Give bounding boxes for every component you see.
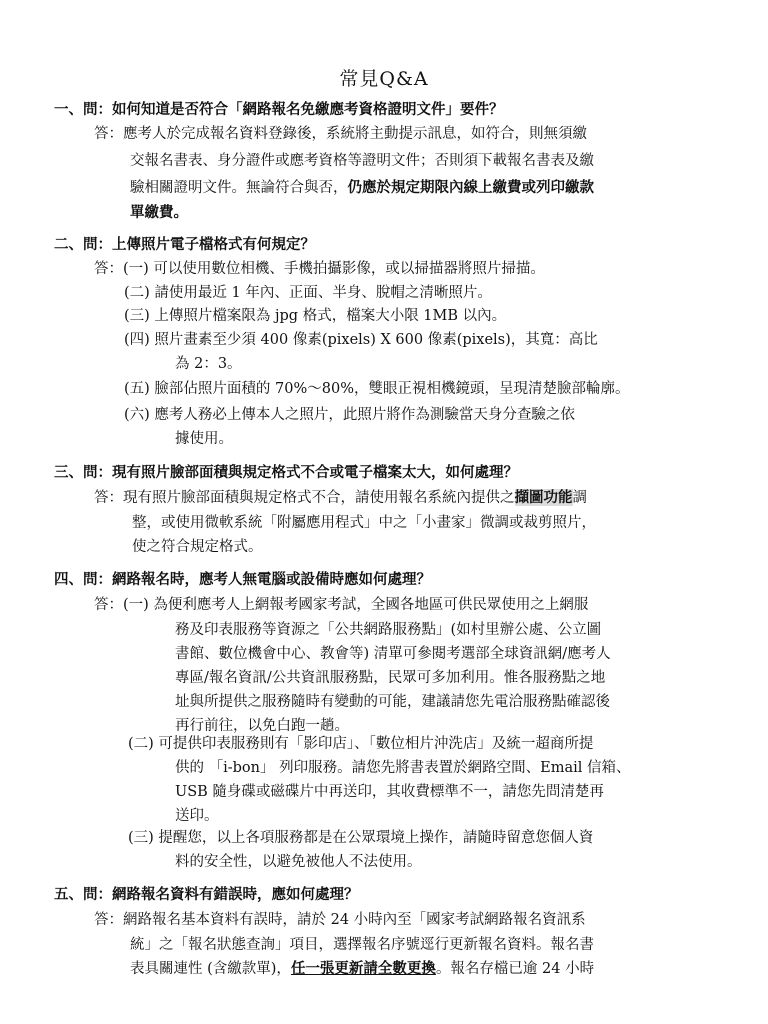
answer-1-line-3-text: 驗相關證明文件。無論符合與否， [130,180,348,196]
answer-4-item-2: (二) 可提供印表服務則有「影印店」、「數位相片沖洗店」及統一超商所提 [128,736,594,752]
answer-5-line-1: 答：網路報名基本資料有誤時，請於 24 小時內至「國家考試網路報名資訊系 [94,912,586,928]
answer-4-item-2-cont-2: USB 隨身碟或磁碟片中再送印，其收費標準不一，請您先問清楚再 [175,784,604,800]
answer-2-item-2: (二) 請使用最近 1 年內、正面、半身、脫帽之清晰照片。 [124,285,492,301]
answer-1-line-1: 答：應考人於完成報名資料登錄後，系統將主動提示訊息，如符合，則無須繳 [94,126,587,142]
question-5: 五、問：網路報名資料有錯誤時，應如何處理？ [54,886,359,903]
question-2: 二、問：上傳照片電子檔格式有何規定？ [54,236,315,253]
answer-4-item-1-cont-1: 務及印表服務等資源之「公共網路服務點」(如村里辦公處、公立圖 [175,622,602,638]
question-1: 一、問：如何知道是否符合「網路報名免繳應考資格證明文件」要件？ [54,101,504,118]
answer-1-line-4 [130,204,188,222]
answer-4-item-1-cont-5: 再行前往，以免白跑一趟。 [175,718,349,734]
answer-3-line-3: 使之符合規定格式。 [132,539,263,555]
answer-4-item-2-cont-3: 送印。 [175,808,219,824]
answer-4-item-1-cont-3: 專區/報名資訊/公共資訊服務點，民眾可多加利用。惟各服務點之地 [175,670,606,686]
answer-5-tail: 。報名存檔已逾 24 小時 [435,961,595,977]
answer-2-item-5: (五) 臉部佔照片面積的 70%～80%，雙眼正視相機鏡頭，呈現清楚臉部輪廓。 [124,381,630,397]
question-4: 四、問：網路報名時，應考人無電腦或設備時應如何處理？ [54,571,431,588]
page-title: 常見Q&A [339,68,429,90]
answer-3-highlight: 擷圖功能 [514,489,573,506]
question-3: 三、問：現有照片臉部面積與規定格式不合或電子檔案太大，如何處理？ [54,464,518,481]
answer-5-text: 表具關連性 (含繳款單)， [130,961,291,977]
answer-3-tail: 調 [572,490,587,506]
answer-3-line-2: 整，或使用微軟系統「附屬應用程式」中之「小畫家」微調或裁剪照片， [132,515,596,531]
answer-2-item-1: 答：(一) 可以使用數位相機、手機拍攝影像，或以掃描器將照片掃描。 [94,261,545,277]
answer-5-line-3 [130,960,594,978]
answer-2-item-6-cont: 據使用。 [175,431,233,447]
answer-4-item-3: (三) 提醒您，以上各項服務都是在公眾環境上操作，請隨時留意您個人資 [128,830,594,846]
answer-1-line-3 [130,179,594,197]
answer-4-item-1-cont-4: 址與所提供之服務隨時有變動的可能，建議請您先電洽服務點確認後 [175,694,610,710]
answer-1-emphasis-end: 單繳費。 [130,204,188,221]
answer-1-line-2: 交報名書表、身分證件或應考資格等證明文件；否則須下載報名書表及繳 [130,153,594,169]
answer-4-item-1-cont-2: 書館、數位機會中心、教會等) 清單可參閱考選部全球資訊網/應考人 [175,646,611,662]
answer-4-item-3-cont: 料的安全性，以避免被他人不法使用。 [175,854,422,870]
answer-2-item-4: (四) 照片畫素至少須 400 像素(pixels) X 600 像素(pixels)，其寬：高比 [124,332,598,348]
answer-4-item-1: 答：(一) 為便利應考人上網報考國家考試，全國各地區可供民眾使用之上網服 [94,597,589,613]
answer-5-line-2: 統」之「報名狀態查詢」項目，選擇報名序號逕行更新報名資料。報名書 [130,937,594,953]
answer-1-emphasis: 仍應於規定期限內線上繳費或列印繳款 [347,179,594,196]
answer-3-line-1 [94,489,587,507]
answer-5-emphasis: 任一張更新請全數更換 [290,960,436,977]
answer-2-item-4-cont: 為 2：3。 [175,356,242,372]
answer-2-item-3: (三) 上傳照片檔案限為 jpg 格式，檔案大小限 1MB 以內。 [124,308,507,324]
answer-4-item-2-cont-1: 供的 「i-bon」 列印服務。請您先將書表置於網路空間、Email 信箱、 [175,760,631,776]
answer-2-item-6: (六) 應考人務必上傳本人之照片，此照片將作為測驗當天身分查驗之依 [124,407,575,423]
answer-3-text: 答：現有照片臉部面積與規定格式不合，請使用報名系統內提供之 [94,490,515,506]
